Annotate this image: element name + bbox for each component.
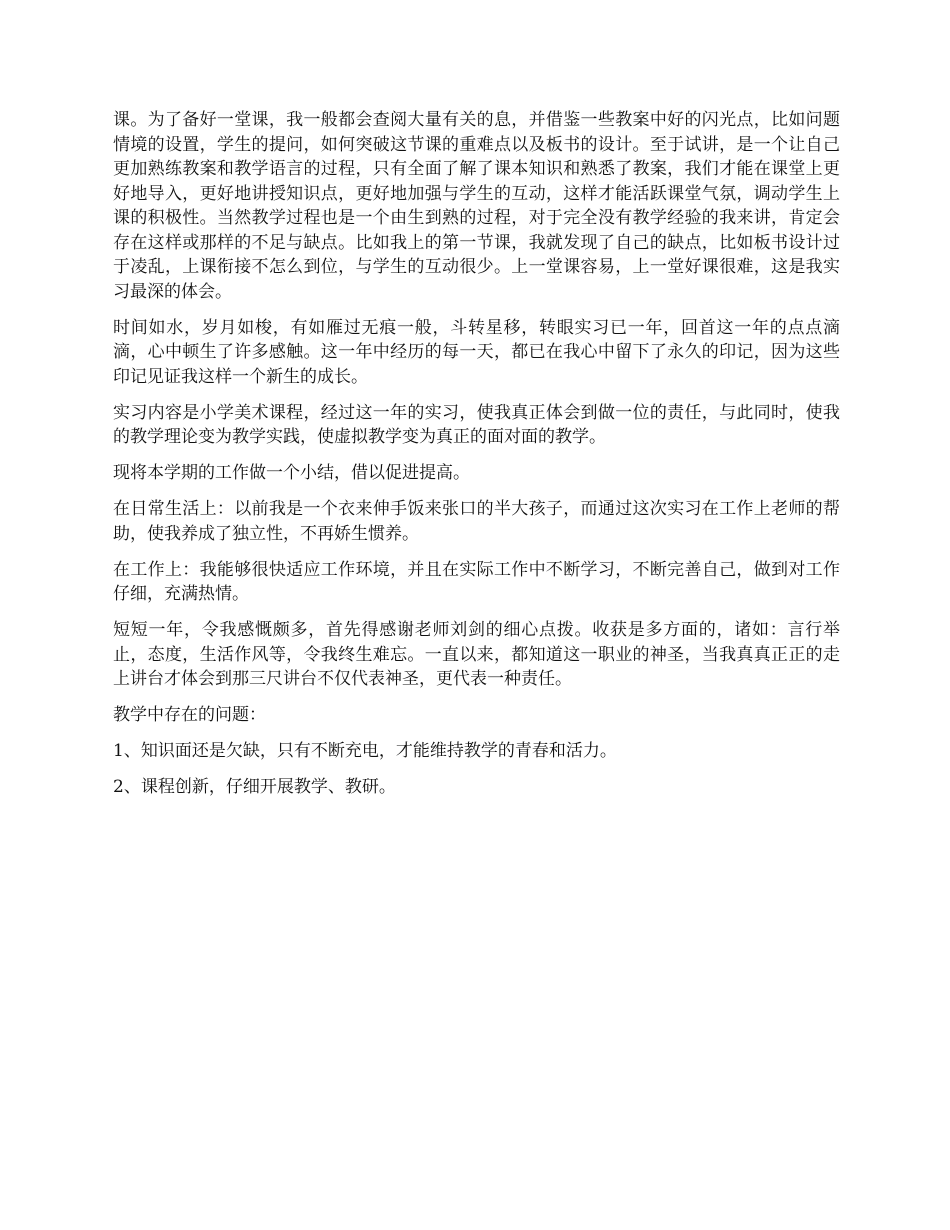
paragraph-problem-1: 1、知识面还是欠缺，只有不断充电，才能维持教学的青春和活力。 [113, 741, 617, 761]
paragraph-gratitude: 短短一年，令我感慨颇多，首先得感谢老师刘剑的细心点拨。收获是多方面的，诸如：言行举止，态度，生活作风等，令我终生难忘。一直以来，都知道这一职业的神圣，当我真真正正的走上讲台才体会到那三尺讲台不仅代表神圣，更代表一种责任。 [113, 620, 840, 689]
paragraph-work: 在工作上：我能够很快适应工作环境，并且在实际工作中不断学习，不断完善自己，做到对工作仔细，充满热情。 [113, 559, 840, 604]
document-body [113, 108, 840, 811]
paragraph-lesson-preparation: 课。为了备好一堂课，我一般都会查阅大量有关的息，并借鉴一些教案中好的闪光点，比如问题情境的设置，学生的提问，如何突破这节课的重难点以及板书的设计。至于试讲，是一个让自己更加熟练教案和教学语言的过程，只有全面了解了课本知识和熟悉了教案，我们才能在课堂上更好地导入，更好地讲授知识点，更好地加强与学生的互动，这样才能活跃课堂气氛，调动学生上课的积极性。当然教学过程也是一个由生到熟的过程，对于完全没有教学经验的我来讲，肯定会存在这样或那样的不足与缺点。比如我上的第一节课，我就发现了自己的缺点，比如板书设计过于凌乱，上课衔接不怎么到位，与学生的互动很少。上一堂课容易，上一堂好课很难，这是我实习最深的体会。 [113, 110, 840, 302]
paragraph-summary-intro: 现将本学期的工作做一个小结，借以促进提高。 [113, 463, 470, 483]
paragraph-problems-heading: 教学中存在的问题： [113, 705, 266, 725]
paragraph-time-reflection: 时间如水，岁月如梭，有如雁过无痕一般，斗转星移，转眼实习已一年，回首这一年的点点滴滴，心中顿生了许多感触。这一年中经历的每一天，都已在我心中留下了永久的印记，因为这些印记见证我这样一个新生的成长。 [113, 317, 840, 387]
paragraph-problem-2: 2、课程创新，仔细开展教学、教研。 [113, 777, 396, 797]
paragraph-internship-content: 实习内容是小学美术课程，经过这一年的实习，使我真正体会到做一位的责任，与此同时，使我的教学理论变为教学实践，使虚拟教学变为真正的面对面的教学。 [113, 402, 840, 447]
paragraph-daily-life: 在日常生活上：以前我是一个衣来伸手饭来张口的半大孩子，而通过这次实习在工作上老师的帮助，使我养成了独立性，不再娇生惯养。 [113, 499, 840, 544]
